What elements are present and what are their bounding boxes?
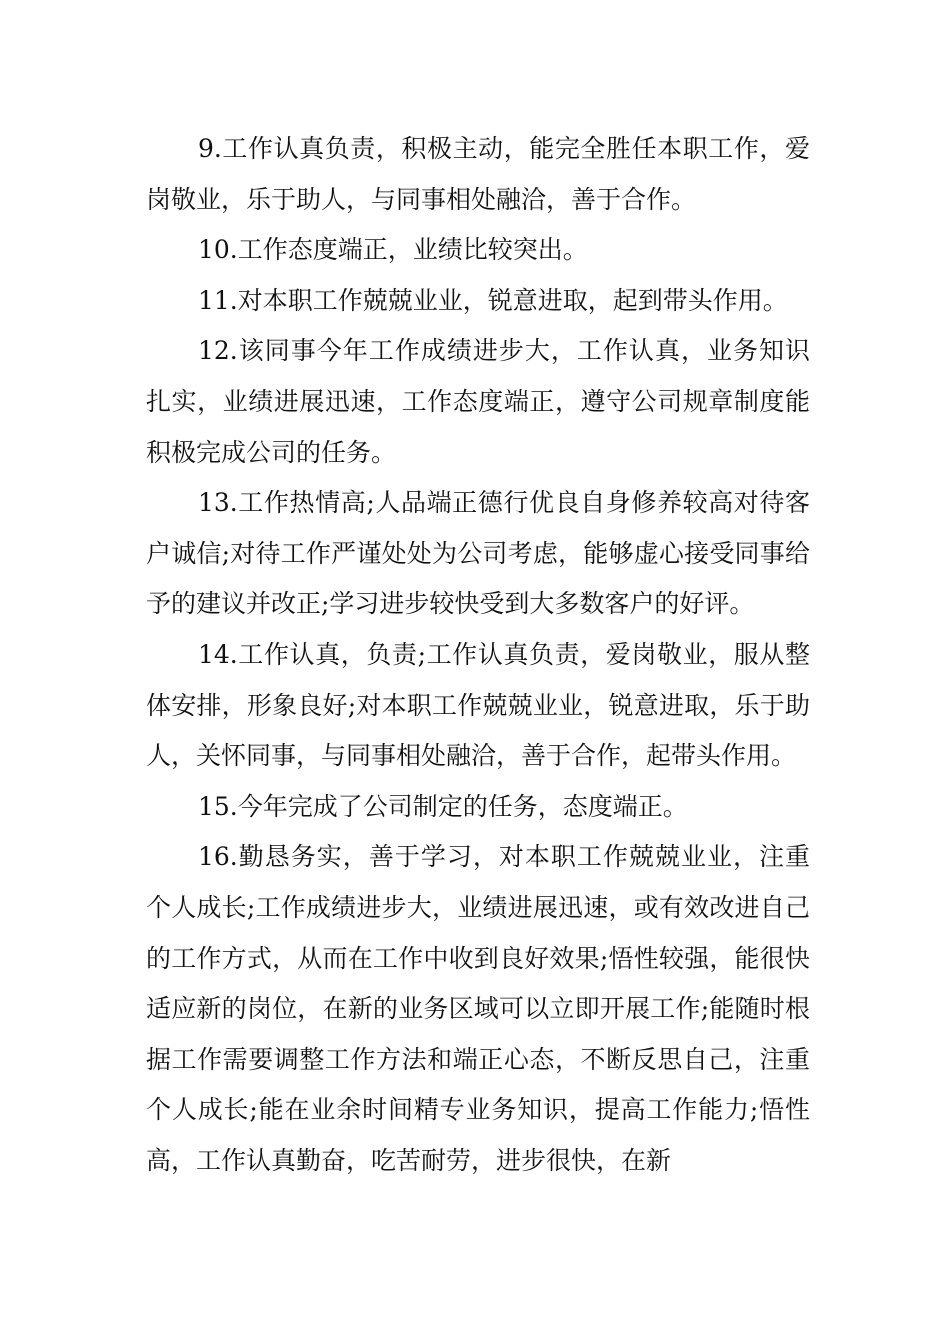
- paragraph-9: 9.工作认真负责，积极主动，能完全胜任本职工作，爱岗敬业，乐于助人，与同事相处融洽，善于合作。: [146, 134, 810, 214]
- paragraph-15: 15.今年完成了公司制定的任务，态度端正。: [198, 791, 688, 821]
- paragraph-10: 10.工作态度端正，业绩比较突出。: [198, 235, 588, 265]
- paragraph-12: 12.该同事今年工作成绩进步大，工作认真，业务知识扎实，业绩进展迅速，工作态度端正，遵守公司规章制度能积极完成公司的任务。: [146, 336, 810, 467]
- document-body: [146, 124, 810, 1186]
- paragraph-13: 13.工作热情高;人品端正德行优良自身修养较高对待客户诚信;对待工作严谨处处为公司考虑，能够虚心接受同事给予的建议并改正;学习进步较快受到大多数客户的好评。: [146, 488, 810, 619]
- paragraph-16: 16.勤恳务实，善于学习，对本职工作兢兢业业，注重个人成长;工作成绩进步大，业绩进展迅速，或有效改进自己的工作方式，从而在工作中收到良好效果;悟性较强，能很快适应新的岗位，在新的业务区域可以立即开展工作;能随时根据工作需要调整工作方法和端正心态，不断反思自己，注重个人成长;能在业余时间精专业务知识，提高工作能力;悟性高，工作认真勤奋，吃苦耐劳，进步很快，在新: [146, 842, 810, 1175]
- paragraph-11: 11.对本职工作兢兢业业，锐意进取，起到带头作用。: [198, 285, 788, 315]
- paragraph-14: 14.工作认真，负责;工作认真负责，爱岗敬业，服从整体安排，形象良好;对本职工作兢兢业业，锐意进取，乐于助人，关怀同事，与同事相处融洽，善于合作，起带头作用。: [146, 639, 810, 771]
